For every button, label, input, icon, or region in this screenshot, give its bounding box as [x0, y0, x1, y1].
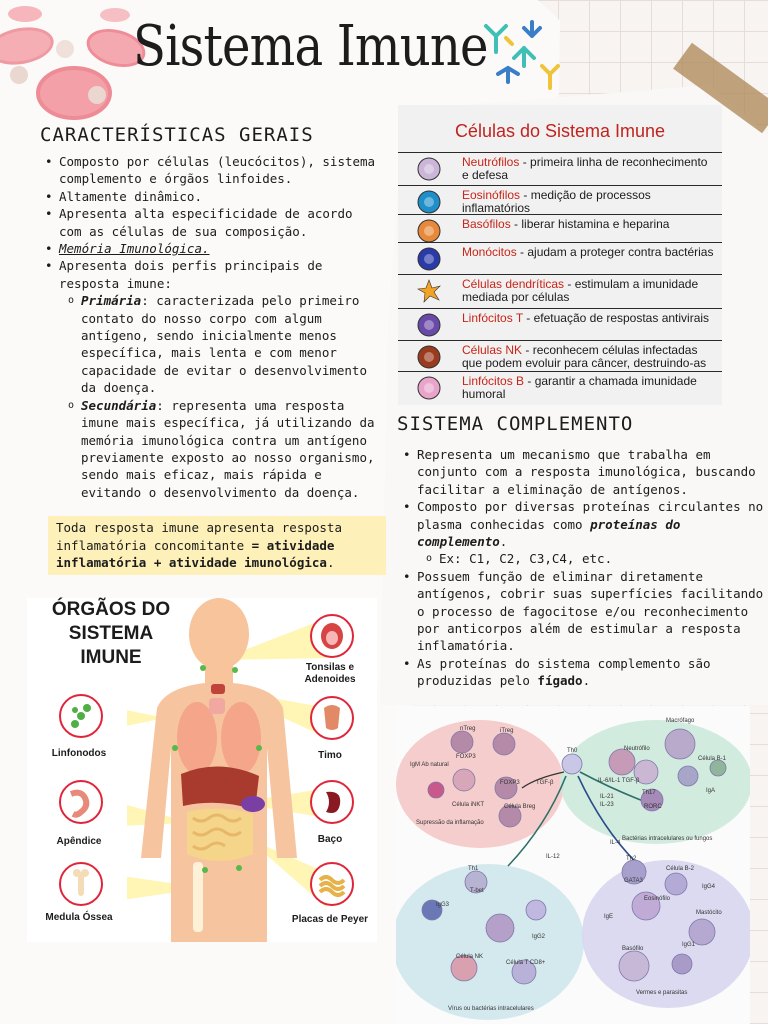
- diagram-cell: [665, 873, 687, 895]
- baco-label: Baço: [317, 834, 343, 845]
- cell-desc: - reconhecem células infectadas que podem evoluir para câncer, destruindo-as: [462, 343, 707, 370]
- sublist-item-secundaria: [59, 397, 382, 501]
- list-item: • Apresenta alta especificidade de acordo com as células de sua composição.: [42, 205, 382, 240]
- cell-row-text: [462, 189, 716, 215]
- tonsils-icon: [310, 614, 354, 658]
- complemento-list: [400, 446, 766, 690]
- diagram-cell: [619, 951, 649, 981]
- cell-row: [398, 308, 722, 340]
- diagram-label: IgE: [604, 914, 614, 920]
- neutrophil-icon: [416, 156, 442, 182]
- cell-desc: - primeira linha de reconhecimento e defesa: [462, 155, 708, 182]
- list-item: [400, 498, 766, 568]
- peyer-patches-icon: [310, 862, 354, 906]
- nk-cell-icon: [416, 344, 442, 370]
- monocyte-icon: [416, 246, 442, 272]
- diagram-label: IgG4: [702, 884, 716, 890]
- diagram-label: Neutrófilo: [624, 746, 650, 752]
- primaria-label: Primária: [81, 293, 142, 309]
- cell-name: Neutrófilos: [462, 155, 520, 169]
- b-lymphocyte-icon: [416, 375, 442, 401]
- highlight-end: .: [326, 555, 335, 570]
- diagram-label: T-bet: [470, 888, 484, 894]
- thymus-icon: [310, 696, 354, 740]
- cell-row-text: [462, 218, 716, 231]
- item2-bold: proteínas do complemento: [417, 516, 681, 550]
- highlight-note: [48, 516, 386, 575]
- cell-row: [398, 274, 722, 306]
- diagram-cell: [672, 954, 692, 974]
- cell-row-text: [462, 375, 716, 401]
- list-item: • Composto por células (leucócitos), sistema complemento e órgãos linfoides.: [42, 153, 382, 188]
- medula-label: Medula Óssea: [45, 912, 113, 923]
- diagram-cell: [453, 769, 475, 791]
- item4-bold: fígado: [537, 673, 583, 689]
- page-title: Sistema Imune: [133, 14, 488, 79]
- diagram-label: IgG3: [436, 902, 450, 908]
- organs-title: ÓRGÃOS DO SISTEMA IMUNE: [51, 599, 171, 668]
- cell-row: [398, 185, 722, 217]
- diagram-label: Supressão da inflamação: [416, 820, 484, 826]
- diagram-cell: [710, 760, 726, 776]
- diagram-cell: [609, 749, 635, 775]
- t-lymphocyte-icon: [416, 312, 442, 338]
- cell-desc: - garantir a chamada imunidade humoral: [462, 374, 697, 401]
- diagram-label: Basófilo: [622, 946, 644, 952]
- diagram-label: Mastócito: [696, 910, 722, 916]
- cells-panel-title: Células do Sistema Imune: [454, 121, 666, 141]
- cell-row-text: [462, 278, 716, 304]
- list-item: • Altamente dinâmico.: [42, 188, 382, 205]
- diagram-cell: [678, 766, 698, 786]
- diagram-cell: [428, 782, 444, 798]
- cell-name: Basófilos: [462, 217, 511, 231]
- list-item: [400, 655, 766, 690]
- diagram-label: RORC: [644, 804, 662, 810]
- diagram-label: Eosinófilo: [644, 896, 671, 902]
- highlight-bold: = atividade inflamatória + atividade imunológica: [56, 537, 335, 570]
- dendritic-cell-icon: [416, 278, 442, 304]
- diagram-label: IgG2: [532, 934, 546, 940]
- diagram-cell: [562, 754, 582, 774]
- cell-row: [398, 152, 722, 184]
- list-item-text: Apresenta dois perfis principais de resposta imune:: [59, 258, 323, 291]
- cell-name: Linfócitos B: [462, 374, 525, 388]
- cell-row-text: [462, 156, 716, 182]
- basophil-icon: [416, 218, 442, 244]
- diagram-label: Célula B-1: [698, 756, 727, 762]
- secundaria-text: : representa uma resposta imune mais específica, já utilizando da memória imunológica contra um antígeno previamente exposto ao nosso organismo, sendo mais eficaz, mais rápida e evitando o desenvolvimento da doença.: [81, 397, 375, 500]
- diagram-label: TGF-β: [536, 780, 554, 786]
- diagram-label: Célula iNKT: [452, 802, 485, 808]
- diagram-label: Célula T CD8+: [506, 960, 546, 966]
- list-item: • Representa um mecanismo que trabalha em conjunto com a resposta imunológica, buscando facilitar a eliminação de antígenos.: [400, 446, 766, 498]
- placas-label: Placas de Peyer: [291, 914, 369, 925]
- diagram-label: FOXP3: [500, 780, 520, 786]
- sublist-item-examples: o Ex: C1, C2, C3,C4, etc.: [417, 550, 766, 567]
- diagram-label: IL-12: [546, 854, 560, 860]
- diagram-label: Th17: [642, 790, 656, 796]
- diagram-cell: [486, 914, 514, 942]
- sublist-item-primaria: [59, 292, 382, 396]
- diagram-label: IgM Ab natural: [410, 762, 449, 768]
- bone-marrow-icon: [59, 862, 103, 906]
- diagram-label: Macrófago: [666, 718, 695, 724]
- cell-desc: - estimulam a imunidade mediada por células: [462, 277, 699, 304]
- spleen-icon: [310, 780, 354, 824]
- organs-panel: [27, 598, 377, 942]
- diagram-label: Bactérias intracelulares ou fungos: [622, 836, 713, 842]
- diagram-cell: [526, 900, 546, 920]
- caracteristicas-list: [42, 153, 382, 501]
- antibody-icon: [478, 18, 560, 94]
- highlight-plain: Toda resposta imune apresenta resposta inflamatória concomitante: [56, 520, 342, 553]
- cell-row: [398, 371, 722, 403]
- diagram-cell: [493, 733, 515, 755]
- human-body-illustration: [127, 598, 327, 942]
- cell-row: [398, 340, 722, 372]
- list-item: • Possuem função de eliminar diretamente antígenos, cobrir suas superfícies facilitando o processo de fagocitose e/ou reconhecimento por anticorpos além de estimular a resposta inflamatória.: [400, 568, 766, 655]
- diagram-label: FOXP3: [456, 754, 476, 760]
- diagram-label: Célula Breg: [504, 804, 536, 810]
- lymph-nodes-icon: [59, 694, 103, 738]
- diagram-label: IL-4: [610, 840, 621, 846]
- item4-end: .: [582, 673, 591, 689]
- cell-name: Monócitos: [462, 245, 517, 259]
- diagram-label: IgA: [706, 788, 716, 794]
- diagram-label: IgG1: [682, 942, 696, 948]
- section-heading-caracteristicas: CARACTERÍSTICAS GERAIS: [40, 124, 314, 146]
- cell-row-text: [462, 246, 716, 259]
- apendice-label: Apêndice: [56, 836, 102, 847]
- diagram-label: Th2: [626, 856, 637, 862]
- item2-plain: Composto por diversas proteínas circulantes no plasma conhecidas como: [417, 499, 764, 532]
- diagram-label: Th1: [468, 866, 479, 872]
- cell-desc: - medição de processos inflamatórios: [462, 188, 651, 215]
- diagram-label: nTreg: [460, 726, 476, 732]
- cell-desc: - liberar histamina e heparina: [510, 217, 670, 231]
- diagram-label: IL-6/IL-1 TGF-β: [598, 778, 640, 784]
- diagram-label: Vírus ou bactérias intracelulares: [448, 1006, 534, 1012]
- immune-cells-panel: [398, 105, 722, 405]
- diagram-label: Célula B-2: [666, 866, 695, 872]
- timo-label: Timo: [318, 750, 342, 761]
- cell-row-text: [462, 312, 716, 325]
- diagram-label: IL-23: [600, 802, 614, 808]
- cell-name: Linfócitos T: [462, 311, 523, 325]
- diagram-cell: [451, 731, 473, 753]
- diagram-label: GATA3: [624, 878, 643, 884]
- cell-desc: - efetuação de respostas antivirais: [522, 311, 710, 325]
- diagram-label: Célula NK: [456, 954, 484, 960]
- section-heading-complemento: SISTEMA COMPLEMENTO: [397, 413, 634, 435]
- list-item-memoria: • Memória Imunológica.: [42, 240, 382, 257]
- secundaria-label: Secundária: [81, 397, 157, 413]
- diagram-label: Vermes e parasitas: [636, 990, 688, 996]
- cell-name: Células dendríticas: [462, 277, 565, 291]
- cell-row-text: [462, 344, 716, 370]
- diagram-cell: [665, 729, 695, 759]
- primaria-text: : caracterizada pelo primeiro contato do nosso corpo com algum antígeno, sendo inicialmente menos específica, mais lenta e com menor capacidade de evitar o desenvolvimento da doença.: [81, 293, 367, 396]
- diagram-label: iTreg: [500, 728, 514, 734]
- cell-desc: - ajudam a proteger contra bactérias: [516, 245, 714, 259]
- item2-end: .: [499, 534, 508, 550]
- linfonodos-label: Linfonodos: [51, 748, 107, 759]
- cell-name: Células NK: [462, 343, 523, 357]
- item4-plain: As proteínas do sistema complemento são produzidas pelo: [417, 655, 711, 689]
- cell-row: [398, 242, 722, 274]
- immune-response-diagram: [396, 706, 750, 1024]
- tonsilas-label: Tonsilas e Adenoides: [304, 662, 356, 685]
- eosinophil-icon: [416, 189, 442, 215]
- appendix-icon: [59, 780, 103, 824]
- diagram-label: Th0: [567, 748, 578, 754]
- cell-name: Eosinófilos: [462, 188, 521, 202]
- list-item: [42, 257, 382, 501]
- diagram-label: IL-21: [600, 794, 614, 800]
